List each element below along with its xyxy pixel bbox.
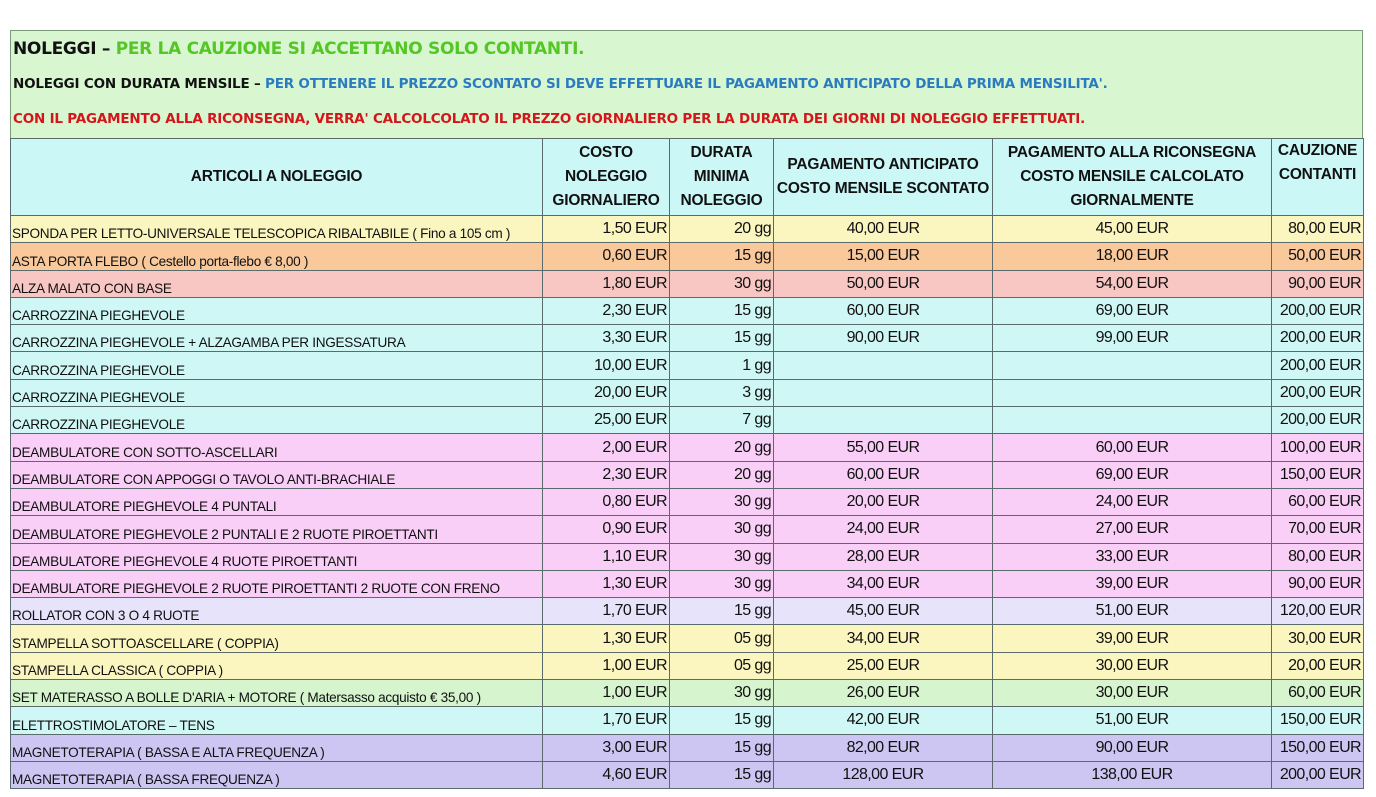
item-name-cell: STAMPELLA CLASSICA ( COPPIA ): [11, 652, 543, 679]
min-duration-cell: 05 gg: [670, 652, 774, 679]
advance-payment-cell: 26,00 EUR: [774, 680, 993, 707]
table-row: [11, 270, 1364, 297]
advance-payment-cell: 60,00 EUR: [774, 461, 993, 488]
header-advance-payment: PAGAMENTO ANTICIPATO COSTO MENSILE SCONTATO: [774, 139, 993, 216]
min-duration-cell: 05 gg: [670, 625, 774, 652]
item-name-cell: MAGNETOTERAPIA ( BASSA FREQUENZA ): [11, 761, 543, 788]
min-duration-cell: 15 gg: [670, 707, 774, 734]
deposit-cell: 200,00 EUR: [1272, 325, 1364, 352]
monthly-notice-text: PER OTTENERE IL PREZZO SCONTATO SI DEVE EFFETTUARE IL PAGAMENTO ANTICIPATO DELLA PRIMA MENSILITA'.: [265, 76, 1108, 92]
table-row: [11, 570, 1364, 597]
daily-cost-cell: 1,70 EUR: [543, 598, 670, 625]
table-row: [11, 488, 1364, 515]
deposit-cell: 80,00 EUR: [1272, 216, 1364, 243]
return-payment-cell: 18,00 EUR: [993, 243, 1272, 270]
item-name-cell: DEAMBULATORE PIEGHEVOLE 2 PUNTALI E 2 RUOTE PIROETTANTI: [11, 516, 543, 543]
advance-payment-cell: 90,00 EUR: [774, 325, 993, 352]
return-payment-cell: 45,00 EUR: [993, 216, 1272, 243]
header-daily-cost: COSTO NOLEGGIO GIORNALIERO: [543, 139, 670, 216]
item-name-cell: DEAMBULATORE PIEGHEVOLE 2 RUOTE PIROETTANTI 2 RUOTE CON FRENO: [11, 570, 543, 597]
daily-cost-cell: 4,60 EUR: [543, 761, 670, 788]
return-payment-cell: 33,00 EUR: [993, 543, 1272, 570]
item-name-cell: DEAMBULATORE PIEGHEVOLE 4 RUOTE PIROETTANTI: [11, 543, 543, 570]
table-row: [11, 652, 1364, 679]
daily-cost-cell: 1,30 EUR: [543, 570, 670, 597]
advance-payment-cell: 25,00 EUR: [774, 652, 993, 679]
return-payment-cell: 39,00 EUR: [993, 570, 1272, 597]
daily-cost-cell: 25,00 EUR: [543, 407, 670, 434]
daily-cost-cell: 2,30 EUR: [543, 297, 670, 324]
table-row: [11, 325, 1364, 352]
header-deposit: CAUZIONE CONTANTI: [1272, 139, 1364, 216]
deposit-cell: 200,00 EUR: [1272, 379, 1364, 406]
return-payment-cell: 30,00 EUR: [993, 680, 1272, 707]
advance-payment-cell: [774, 352, 993, 379]
table-row: [11, 707, 1364, 734]
deposit-notice-lead: NOLEGGI –: [13, 39, 111, 59]
return-payment-cell: [993, 407, 1272, 434]
advance-payment-cell: 42,00 EUR: [774, 707, 993, 734]
return-payment-cell: [993, 379, 1272, 406]
deposit-cell: 150,00 EUR: [1272, 734, 1364, 761]
table-row: [11, 516, 1364, 543]
item-name-cell: DEAMBULATORE CON SOTTO-ASCELLARI: [11, 434, 543, 461]
advance-payment-cell: 82,00 EUR: [774, 734, 993, 761]
item-name-cell: CARROZZINA PIEGHEVOLE: [11, 407, 543, 434]
advance-payment-cell: 60,00 EUR: [774, 297, 993, 324]
return-payment-cell: [993, 352, 1272, 379]
min-duration-cell: 30 gg: [670, 570, 774, 597]
min-duration-cell: 3 gg: [670, 379, 774, 406]
notice-banner: [10, 30, 1363, 138]
item-name-cell: DEAMBULATORE CON APPOGGI O TAVOLO ANTI-BRACHIALE: [11, 461, 543, 488]
return-payment-cell: 30,00 EUR: [993, 652, 1272, 679]
min-duration-cell: 30 gg: [670, 543, 774, 570]
item-name-cell: ALZA MALATO CON BASE: [11, 270, 543, 297]
return-payment-cell: 60,00 EUR: [993, 434, 1272, 461]
advance-payment-cell: [774, 407, 993, 434]
table-row: [11, 407, 1364, 434]
daily-cost-cell: 20,00 EUR: [543, 379, 670, 406]
advance-payment-cell: 34,00 EUR: [774, 570, 993, 597]
table-row: [11, 243, 1364, 270]
table-row: [11, 598, 1364, 625]
min-duration-cell: 20 gg: [670, 434, 774, 461]
return-payment-cell: 27,00 EUR: [993, 516, 1272, 543]
header-return-payment: PAGAMENTO ALLA RICONSEGNA COSTO MENSILE CALCOLATO GIORNALMENTE: [993, 139, 1272, 216]
deposit-cell: 50,00 EUR: [1272, 243, 1364, 270]
daily-cost-cell: 0,90 EUR: [543, 516, 670, 543]
deposit-notice-text: PER LA CAUZIONE SI ACCETTANO SOLO CONTANTI.: [115, 39, 585, 59]
daily-cost-cell: 0,80 EUR: [543, 488, 670, 515]
table-row: [11, 216, 1364, 243]
item-name-cell: SET MATERASSO A BOLLE D'ARIA + MOTORE ( Matersasso acquisto € 35,00 ): [11, 680, 543, 707]
advance-payment-cell: [774, 379, 993, 406]
return-payment-cell: 90,00 EUR: [993, 734, 1272, 761]
deposit-cell: 70,00 EUR: [1272, 516, 1364, 543]
item-name-cell: CARROZZINA PIEGHEVOLE: [11, 297, 543, 324]
deposit-cell: 150,00 EUR: [1272, 707, 1364, 734]
advance-payment-cell: 55,00 EUR: [774, 434, 993, 461]
return-payment-cell: 24,00 EUR: [993, 488, 1272, 515]
table-row: [11, 461, 1364, 488]
table-header-row: [11, 139, 1364, 216]
advance-payment-cell: 28,00 EUR: [774, 543, 993, 570]
min-duration-cell: 15 gg: [670, 325, 774, 352]
deposit-cell: 90,00 EUR: [1272, 270, 1364, 297]
min-duration-cell: 20 gg: [670, 461, 774, 488]
advance-payment-cell: 34,00 EUR: [774, 625, 993, 652]
monthly-notice-lead: NOLEGGI CON DURATA MENSILE –: [13, 76, 261, 92]
item-name-cell: CARROZZINA PIEGHEVOLE: [11, 379, 543, 406]
rental-price-sheet: [10, 30, 1363, 789]
daily-cost-cell: 1,00 EUR: [543, 680, 670, 707]
item-name-cell: CARROZZINA PIEGHEVOLE + ALZAGAMBA PER INGESSATURA: [11, 325, 543, 352]
daily-cost-cell: 1,30 EUR: [543, 625, 670, 652]
deposit-cell: 100,00 EUR: [1272, 434, 1364, 461]
min-duration-cell: 1 gg: [670, 352, 774, 379]
advance-payment-cell: 15,00 EUR: [774, 243, 993, 270]
daily-cost-cell: 10,00 EUR: [543, 352, 670, 379]
return-payment-cell: 69,00 EUR: [993, 461, 1272, 488]
daily-cost-cell: 1,10 EUR: [543, 543, 670, 570]
min-duration-cell: 15 gg: [670, 297, 774, 324]
min-duration-cell: 15 gg: [670, 243, 774, 270]
min-duration-cell: 15 gg: [670, 598, 774, 625]
advance-payment-cell: 45,00 EUR: [774, 598, 993, 625]
item-name-cell: STAMPELLA SOTTOASCELLARE ( COPPIA): [11, 625, 543, 652]
return-payment-notice: CON IL PAGAMENTO ALLA RICONSEGNA, VERRA' CALCOLCOLATO IL PREZZO GIORNALIERO PER LA DURATA DEI GIORNI DI NOLEGGIO EFFETTUATI.: [13, 111, 1086, 127]
rental-price-table: [10, 138, 1364, 789]
return-payment-cell: 54,00 EUR: [993, 270, 1272, 297]
advance-payment-cell: 50,00 EUR: [774, 270, 993, 297]
deposit-cell: 200,00 EUR: [1272, 352, 1364, 379]
min-duration-cell: 15 gg: [670, 734, 774, 761]
deposit-cell: 30,00 EUR: [1272, 625, 1364, 652]
advance-payment-cell: 128,00 EUR: [774, 761, 993, 788]
daily-cost-cell: 1,70 EUR: [543, 707, 670, 734]
item-name-cell: ROLLATOR CON 3 O 4 RUOTE: [11, 598, 543, 625]
daily-cost-cell: 1,50 EUR: [543, 216, 670, 243]
min-duration-cell: 20 gg: [670, 216, 774, 243]
min-duration-cell: 7 gg: [670, 407, 774, 434]
table-body: [11, 216, 1364, 789]
daily-cost-cell: 1,00 EUR: [543, 652, 670, 679]
table-row: [11, 297, 1364, 324]
deposit-cell: 150,00 EUR: [1272, 461, 1364, 488]
header-min-duration: DURATA MINIMA NOLEGGIO: [670, 139, 774, 216]
daily-cost-cell: 2,00 EUR: [543, 434, 670, 461]
daily-cost-cell: 1,80 EUR: [543, 270, 670, 297]
item-name-cell: ASTA PORTA FLEBO ( Cestello porta-flebo € 8,00 ): [11, 243, 543, 270]
header-item: ARTICOLI A NOLEGGIO: [11, 139, 543, 216]
monthly-notice: [13, 76, 1108, 92]
advance-payment-cell: 40,00 EUR: [774, 216, 993, 243]
deposit-cell: 200,00 EUR: [1272, 761, 1364, 788]
advance-payment-cell: 20,00 EUR: [774, 488, 993, 515]
deposit-cell: 200,00 EUR: [1272, 407, 1364, 434]
table-row: [11, 352, 1364, 379]
table-row: [11, 434, 1364, 461]
table-row: [11, 734, 1364, 761]
min-duration-cell: 30 gg: [670, 270, 774, 297]
item-name-cell: CARROZZINA PIEGHEVOLE: [11, 352, 543, 379]
deposit-cell: 200,00 EUR: [1272, 297, 1364, 324]
table-row: [11, 680, 1364, 707]
item-name-cell: MAGNETOTERAPIA ( BASSA E ALTA FREQUENZA ): [11, 734, 543, 761]
deposit-cell: 90,00 EUR: [1272, 570, 1364, 597]
daily-cost-cell: 3,00 EUR: [543, 734, 670, 761]
table-row: [11, 543, 1364, 570]
return-payment-cell: 51,00 EUR: [993, 598, 1272, 625]
table-row: [11, 379, 1364, 406]
deposit-cell: 20,00 EUR: [1272, 652, 1364, 679]
deposit-cell: 120,00 EUR: [1272, 598, 1364, 625]
min-duration-cell: 30 gg: [670, 516, 774, 543]
daily-cost-cell: 0,60 EUR: [543, 243, 670, 270]
return-payment-cell: 51,00 EUR: [993, 707, 1272, 734]
deposit-cell: 80,00 EUR: [1272, 543, 1364, 570]
table-row: [11, 761, 1364, 788]
return-payment-cell: 138,00 EUR: [993, 761, 1272, 788]
daily-cost-cell: 3,30 EUR: [543, 325, 670, 352]
deposit-cell: 60,00 EUR: [1272, 680, 1364, 707]
min-duration-cell: 15 gg: [670, 761, 774, 788]
return-payment-cell: 39,00 EUR: [993, 625, 1272, 652]
return-payment-cell: 69,00 EUR: [993, 297, 1272, 324]
deposit-notice: [13, 39, 584, 59]
deposit-cell: 60,00 EUR: [1272, 488, 1364, 515]
min-duration-cell: 30 gg: [670, 680, 774, 707]
item-name-cell: DEAMBULATORE PIEGHEVOLE 4 PUNTALI: [11, 488, 543, 515]
advance-payment-cell: 24,00 EUR: [774, 516, 993, 543]
return-payment-cell: 99,00 EUR: [993, 325, 1272, 352]
min-duration-cell: 30 gg: [670, 488, 774, 515]
item-name-cell: ELETTROSTIMOLATORE – TENS: [11, 707, 543, 734]
item-name-cell: SPONDA PER LETTO-UNIVERSALE TELESCOPICA RIBALTABILE ( Fino a 105 cm ): [11, 216, 543, 243]
daily-cost-cell: 2,30 EUR: [543, 461, 670, 488]
table-row: [11, 625, 1364, 652]
